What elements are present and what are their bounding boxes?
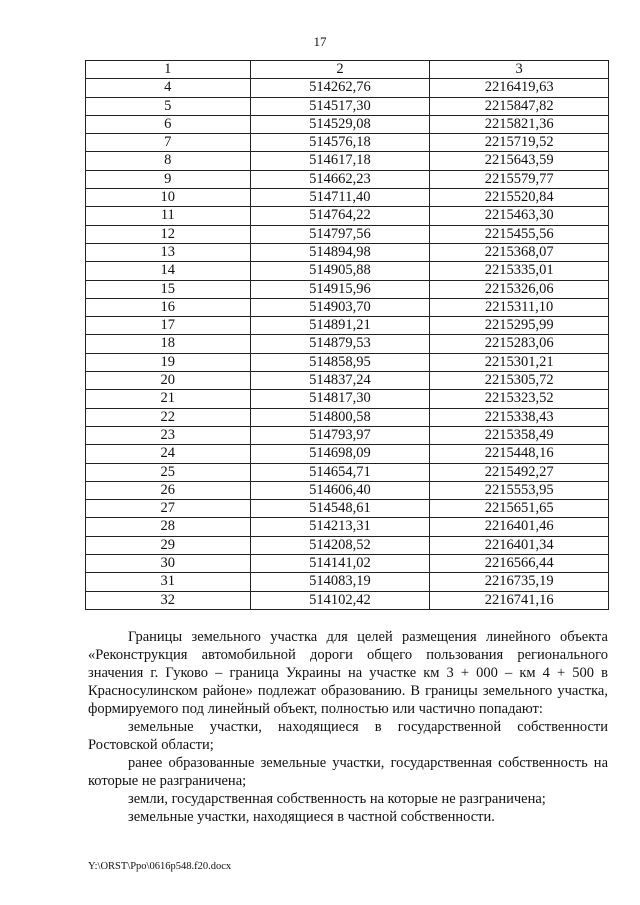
table-cell: 2215463,30 <box>430 207 609 225</box>
table-row <box>86 353 609 371</box>
table-row <box>86 591 609 609</box>
table-row <box>86 280 609 298</box>
header-cell: 1 <box>86 61 251 79</box>
table-cell: 2215643,59 <box>430 152 609 170</box>
table-row <box>86 170 609 188</box>
table-cell: 514083,19 <box>250 573 430 591</box>
table-cell: 514102,42 <box>250 591 430 609</box>
table-row <box>86 97 609 115</box>
table-cell: 2215323,52 <box>430 390 609 408</box>
paragraph: Границы земельного участка для целей размещения линейного объекта «Реконструкция автомобильной дороги общего пользования регионального значения г. Гуково – граница Украины на участке км 3 + 000 – км 4 + 500 в Красносулинском районе» подлежат образованию. В границы земельного участка, формируемого под линейный объект, полностью или частично попадают: <box>88 629 608 717</box>
paragraph: земельные участки, находящиеся в государственной собственности Ростовской области; <box>88 719 608 753</box>
table-cell: 31 <box>86 573 251 591</box>
table-cell: 25 <box>86 463 251 481</box>
table-cell: 2216566,44 <box>430 555 609 573</box>
table-cell: 17 <box>86 317 251 335</box>
table-cell: 514213,31 <box>250 518 430 536</box>
table-cell: 19 <box>86 353 251 371</box>
table-cell: 514797,56 <box>250 225 430 243</box>
table-cell: 514517,30 <box>250 97 430 115</box>
table-row <box>86 152 609 170</box>
table-cell: 2215283,06 <box>430 335 609 353</box>
table-cell: 13 <box>86 243 251 261</box>
table-cell: 32 <box>86 591 251 609</box>
table-cell: 2216419,63 <box>430 79 609 97</box>
table-cell: 6 <box>86 115 251 133</box>
table-cell: 514879,53 <box>250 335 430 353</box>
table-cell: 10 <box>86 189 251 207</box>
table-row <box>86 426 609 444</box>
table-cell: 2215821,36 <box>430 115 609 133</box>
table-row <box>86 115 609 133</box>
table-cell: 514529,08 <box>250 115 430 133</box>
table-header-row <box>86 61 609 79</box>
table-cell: 28 <box>86 518 251 536</box>
table-cell: 2216741,16 <box>430 591 609 609</box>
coordinates-table <box>85 60 609 610</box>
table-cell: 8 <box>86 152 251 170</box>
table-cell: 2215368,07 <box>430 243 609 261</box>
page-number: 17 <box>313 34 327 49</box>
table-cell: 5 <box>86 97 251 115</box>
table-cell: 27 <box>86 500 251 518</box>
table-cell: 514764,22 <box>250 207 430 225</box>
table-row <box>86 500 609 518</box>
body-text <box>88 628 608 826</box>
table-cell: 2215305,72 <box>430 372 609 390</box>
table-cell: 514606,40 <box>250 481 430 499</box>
table-cell: 2215553,95 <box>430 481 609 499</box>
table-row <box>86 207 609 225</box>
table-cell: 9 <box>86 170 251 188</box>
table-row <box>86 225 609 243</box>
table-cell: 514662,23 <box>250 170 430 188</box>
table-cell: 2215719,52 <box>430 134 609 152</box>
table-cell: 514617,18 <box>250 152 430 170</box>
table-cell: 26 <box>86 481 251 499</box>
table-row <box>86 463 609 481</box>
table-cell: 514817,30 <box>250 390 430 408</box>
table-row <box>86 298 609 316</box>
table-cell: 514208,52 <box>250 536 430 554</box>
table-cell: 15 <box>86 280 251 298</box>
table-cell: 2215448,16 <box>430 445 609 463</box>
table-cell: 16 <box>86 298 251 316</box>
table-cell: 12 <box>86 225 251 243</box>
table-cell: 7 <box>86 134 251 152</box>
table-cell: 514548,61 <box>250 500 430 518</box>
table-row <box>86 573 609 591</box>
paragraph: ранее образованные земельные участки, государственная собственность на которые не разграничена; <box>88 755 608 789</box>
table-cell: 514905,88 <box>250 262 430 280</box>
table-cell: 2215455,56 <box>430 225 609 243</box>
header-cell: 3 <box>430 61 609 79</box>
table-cell: 514915,96 <box>250 280 430 298</box>
table-cell: 2216735,19 <box>430 573 609 591</box>
table-cell: 2215311,10 <box>430 298 609 316</box>
table-cell: 2215338,43 <box>430 408 609 426</box>
table-cell: 2215651,65 <box>430 500 609 518</box>
table-cell: 2216401,46 <box>430 518 609 536</box>
table-row <box>86 390 609 408</box>
table-cell: 23 <box>86 426 251 444</box>
table-row <box>86 134 609 152</box>
table-row <box>86 262 609 280</box>
table-cell: 22 <box>86 408 251 426</box>
table-cell: 514894,98 <box>250 243 430 261</box>
table-cell: 514858,95 <box>250 353 430 371</box>
table-row <box>86 189 609 207</box>
table-cell: 514800,58 <box>250 408 430 426</box>
paragraph: земли, государственная собственность на которые не разграничена; <box>128 791 546 807</box>
table-cell: 2215326,06 <box>430 280 609 298</box>
table-cell: 2216401,34 <box>430 536 609 554</box>
table-cell: 2215579,77 <box>430 170 609 188</box>
table-cell: 2215520,84 <box>430 189 609 207</box>
paragraph: земельные участки, находящиеся в частной собственности. <box>128 809 495 825</box>
table-cell: 514654,71 <box>250 463 430 481</box>
table-row <box>86 79 609 97</box>
table-row <box>86 445 609 463</box>
table-row <box>86 243 609 261</box>
table-cell: 514698,09 <box>250 445 430 463</box>
table-cell: 20 <box>86 372 251 390</box>
table-row <box>86 317 609 335</box>
table-cell: 2215492,27 <box>430 463 609 481</box>
table-cell: 30 <box>86 555 251 573</box>
table-cell: 2215301,21 <box>430 353 609 371</box>
table-row <box>86 408 609 426</box>
table-row <box>86 518 609 536</box>
table-row <box>86 536 609 554</box>
table-cell: 4 <box>86 79 251 97</box>
table-cell: 514891,21 <box>250 317 430 335</box>
table-cell: 2215295,99 <box>430 317 609 335</box>
table-cell: 514141,02 <box>250 555 430 573</box>
header-cell: 2 <box>250 61 430 79</box>
table-cell: 24 <box>86 445 251 463</box>
table-row <box>86 481 609 499</box>
table-cell: 11 <box>86 207 251 225</box>
table-cell: 2215358,49 <box>430 426 609 444</box>
table-cell: 14 <box>86 262 251 280</box>
footer-file-path: Y:\ORST\Ppo\0616p548.f20.docx <box>88 861 232 872</box>
table-cell: 18 <box>86 335 251 353</box>
table-cell: 514903,70 <box>250 298 430 316</box>
table-cell: 514711,40 <box>250 189 430 207</box>
table-cell: 514793,97 <box>250 426 430 444</box>
table-cell: 2215335,01 <box>430 262 609 280</box>
table-cell: 514576,18 <box>250 134 430 152</box>
table-cell: 2215847,82 <box>430 97 609 115</box>
table-cell: 514837,24 <box>250 372 430 390</box>
table-cell: 29 <box>86 536 251 554</box>
table-row <box>86 335 609 353</box>
table-row <box>86 555 609 573</box>
table-cell: 514262,76 <box>250 79 430 97</box>
table-cell: 21 <box>86 390 251 408</box>
table-row <box>86 372 609 390</box>
